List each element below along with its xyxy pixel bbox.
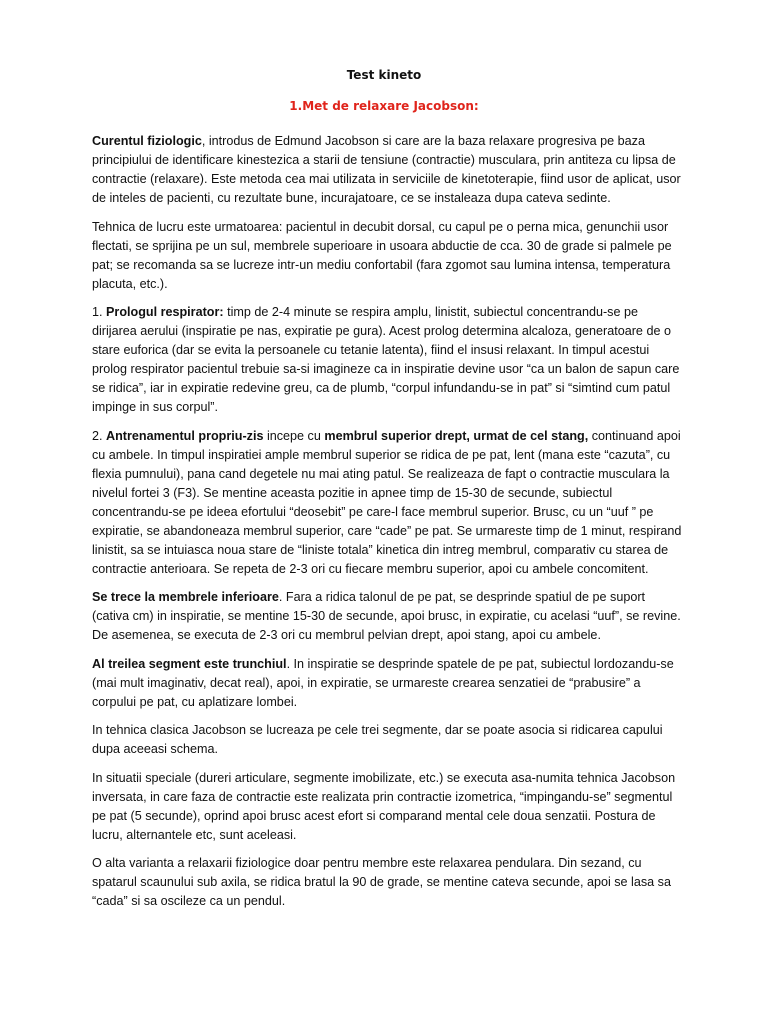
paragraph-6-bold: Al treilea segment este trunchiul bbox=[92, 656, 287, 671]
paragraph-6-text: . In inspiratie se desprinde spatele de pe pat, subiectul lordozandu-se (mai mult imaginativ, decat real), apoi, in expiratie, se urmareste crearea senzatiei de “prabusire” a corpului pe pat, cu aplatizare lombei. bbox=[92, 656, 674, 709]
paragraph-4-bold-1: Antrenamentul propriu-zis bbox=[106, 428, 264, 443]
paragraph-5-bold: Se trece la membrele inferioare bbox=[92, 590, 279, 604]
paragraph-5 bbox=[92, 588, 682, 645]
paragraph-1-bold: Curentul fiziologic bbox=[92, 134, 202, 148]
paragraph-4 bbox=[92, 427, 682, 579]
paragraph-1-text: , introdus de Edmund Jacobson si care are la baza relaxare progresiva pe baza principiului de identificare kinestezica a starii de tensiune (contractie) musculara, prin antiteza cu lipsa de contractie (relaxare). Este metoda cea mai utilizata in serviciile de kinetoterapie, fiind usor de aplicat, usor de inteles de pacienti, cu rezultate bune, incurajatoare, ce se instaleaza dupa cateva sedinte. bbox=[92, 134, 681, 205]
document-body bbox=[92, 132, 682, 921]
paragraph-6 bbox=[92, 655, 682, 712]
paragraph-3-prefix: 1. bbox=[92, 305, 107, 319]
paragraph-7: In tehnica clasica Jacobson se lucreaza pe cele trei segmente, dar se poate asocia si ridicarea capului dupa aceeasi schema. bbox=[92, 723, 663, 756]
section-heading: 1.Met de relaxare Jacobson: bbox=[289, 99, 479, 113]
paragraph-1 bbox=[92, 132, 682, 208]
paragraph-2: Tehnica de lucru este urmatoarea: pacientul in decubit dorsal, cu capul pe o perna mica, genunchii usor flectati, se sprijina pe un sul, membrele superioare in usoara abductie de cca. 30 de grade si palmele pe pat; se recomanda sa se lucreze intr-un mediu confortabil (fara zgomot sau lumina intensa, temperatura placuta, etc.). bbox=[92, 219, 672, 291]
paragraph-3-text: timp de 2-4 minute se respira amplu, linistit, subiectul concentrandu-se pe dirijarea aerului (inspiratie pe nas, expiratie pe gura). Acest prolog determina alcaloza, generatoare de o stare euforica (dar se evita la persoanele cu tetanie latenta), fiind el insusi relaxant. In timpul acestui prolog respirator pacientul trebuie sa-si imagineze ca in inspiratie devine usor “ca un balon de sapun care se ridica”, iar in expiratie redevine greu, ca de plumb, “corpul infundandu-se in pat” si “simtind cum patul impinge in sus corpul”. bbox=[92, 305, 680, 414]
paragraph-4-mid: incepe cu bbox=[263, 428, 325, 443]
paragraph-5-text: . Fara a ridica talonul de pe pat, se desprinde spatiul de pe suport (cativa cm) in inspiratie, se mentine 15-30 de secunde, apoi brusc, in expiratie, cu acelasi “uuf”, se revine. De asemenea, se executa de 2-3 ori cu membrul pelvian drept, apoi stang, apoi cu ambele. bbox=[92, 590, 681, 642]
paragraph-9: O alta varianta a relaxarii fiziologice doar pentru membre este relaxarea pendulara. Din sezand, cu spatarul scaunului sub axila, se ridica bratul la 90 de grade, se mentine cateva secunde, apoi se lasa sa “cada” si sa oscileze ca un pendul. bbox=[92, 856, 671, 908]
paragraph-4-text: continuand apoi cu ambele. In timpul inspiratiei ample membrul superior se ridica de pe pat, lent (mana este “cazuta”, cu flexia pumnului), pana cand degetele nu mai ating patul. Se realizeaza de fapt o contractie musculara la nivelul fortei 3 (F3). Se mentine aceasta pozitie in apnee timp de 15-30 de secunde, subiectul concentrandu-se pe ideea efortului “deosebit” pe care-l face membrul superior. Brusc, cu un “uuf ” pe expiratie, se abandoneaza membrul superior, care “cade” pe pat. Se urmareste timp de 1 minut, respirand linistit, sa se intuiasca noua stare de “liniste totala” kinetica din intreg membrul, comparativ cu starea de contractie anterioara. Se repeta de 2-3 ori cu fiecare membru superior, apoi cu ambele concomitent. bbox=[92, 428, 682, 576]
paragraph-3 bbox=[92, 303, 682, 417]
document-title: Test kineto bbox=[346, 68, 422, 82]
paragraph-4-bold-2: membrul superior drept, urmat de cel stang, bbox=[324, 428, 589, 443]
paragraph-4-prefix: 2. bbox=[92, 428, 107, 443]
paragraph-3-bold: Prologul respirator: bbox=[106, 305, 224, 319]
paragraph-8: In situatii speciale (dureri articulare, segmente imobilizate, etc.) se executa asa-numita tehnica Jacobson inversata, in care faza de contractie este realizata prin contractie izometrica, “impingandu-se” segmentul pe pat (5 secunde), oprind apoi brusc acest efort si comparand mental cele doua senzatii. Postura de lucru, alternantele etc, sunt aceleasi. bbox=[92, 770, 676, 842]
